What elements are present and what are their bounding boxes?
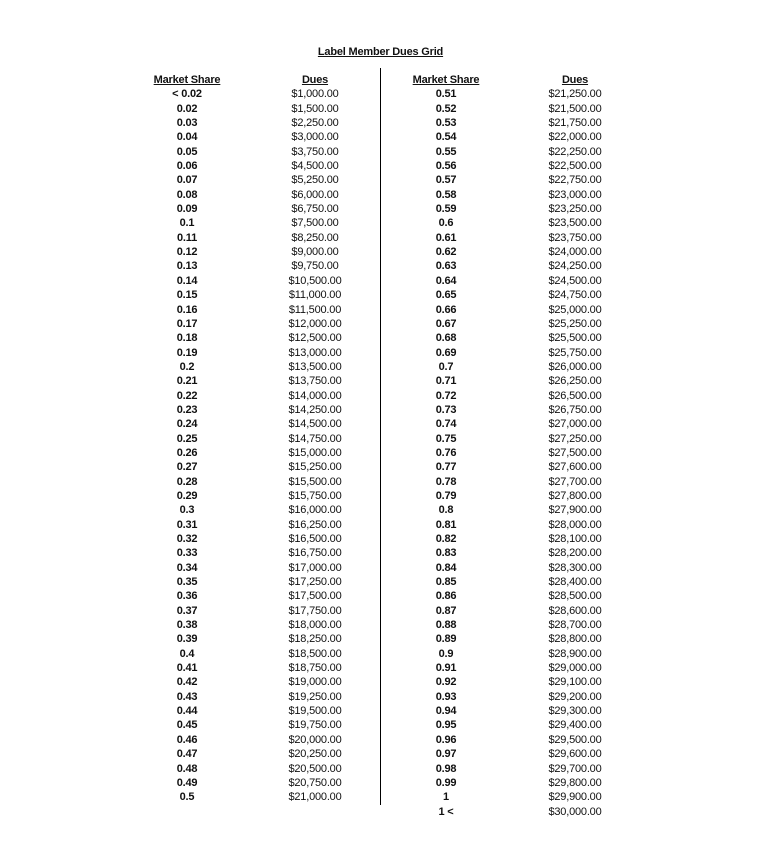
- dues-cell: $17,250.00: [288, 576, 342, 589]
- market-share-cell: 0.17: [176, 317, 198, 330]
- market-share-cell: 0.83: [435, 547, 457, 560]
- dues-cell: $28,200.00: [548, 547, 602, 560]
- dues-cell: $14,250.00: [288, 403, 342, 416]
- right-market-share-column: [405, 73, 487, 819]
- market-share-cell: 0.95: [435, 719, 457, 732]
- dues-cell: $20,250.00: [288, 748, 342, 761]
- market-share-cell: 0.42: [176, 676, 198, 689]
- market-share-cell: 0.86: [435, 590, 457, 603]
- dues-cell: $23,000.00: [548, 188, 602, 201]
- market-share-cell: 0.74: [435, 418, 457, 431]
- dues-cell: $21,750.00: [548, 117, 602, 130]
- market-share-cell: 0.49: [176, 776, 198, 789]
- dues-cell: $30,000.00: [548, 805, 602, 818]
- document-title: Label Member Dues Grid: [317, 46, 444, 58]
- market-share-cell: 0.57: [435, 174, 457, 187]
- dues-cell: $3,750.00: [291, 145, 339, 158]
- market-share-cell: 0.1: [179, 217, 195, 230]
- dues-cell: $25,000.00: [548, 303, 602, 316]
- dues-cell: $12,500.00: [288, 332, 342, 345]
- market-share-cell: 0.27: [176, 461, 198, 474]
- left-market-share-column: [146, 73, 228, 805]
- dues-cell: $29,100.00: [548, 676, 602, 689]
- market-share-cell: 0.13: [176, 260, 198, 273]
- dues-cell: $2,250.00: [291, 117, 339, 130]
- dues-cell: $27,500.00: [548, 446, 602, 459]
- market-share-cell: 0.65: [435, 289, 457, 302]
- dues-cell: $29,000.00: [548, 662, 602, 675]
- market-share-cell: 0.79: [435, 489, 457, 502]
- market-share-cell: 0.68: [435, 332, 457, 345]
- market-share-cell: 0.89: [435, 633, 457, 646]
- dues-cell: $23,500.00: [548, 217, 602, 230]
- dues-cell: $24,500.00: [548, 274, 602, 287]
- market-share-cell: 0.82: [435, 533, 457, 545]
- dues-cell: $18,750.00: [288, 662, 342, 675]
- market-share-cell: < 0.02: [172, 88, 202, 101]
- market-share-cell: 0.92: [435, 676, 457, 689]
- dues-cell: $19,750.00: [288, 719, 342, 732]
- dues-cell: $21,500.00: [548, 102, 602, 115]
- dues-cell: $14,750.00: [288, 432, 342, 445]
- dues-cell: $7,500.00: [291, 217, 339, 230]
- market-share-cell: 0.98: [435, 762, 457, 775]
- dues-cell: $28,700.00: [548, 619, 602, 632]
- dues-cell: $27,800.00: [548, 489, 602, 502]
- market-share-cell: 1: [443, 791, 449, 804]
- market-share-cell: 0.3: [179, 504, 195, 517]
- market-share-cell: 0.29: [176, 489, 198, 502]
- market-share-cell: 0.46: [176, 733, 198, 746]
- market-share-cell: 0.43: [176, 690, 198, 703]
- dues-cell: $19,000.00: [288, 676, 342, 689]
- market-share-cell: 0.7: [438, 360, 454, 373]
- dues-cell: $18,000.00: [288, 619, 342, 632]
- dues-cell: $29,500.00: [548, 733, 602, 746]
- market-share-cell: 0.71: [435, 375, 457, 388]
- dues-cell: $28,400.00: [548, 576, 602, 589]
- market-share-cell: 0.96: [435, 733, 457, 746]
- market-share-cell: 0.18: [176, 332, 198, 345]
- market-share-cell: 0.28: [176, 475, 198, 488]
- market-share-cell: 0.53: [435, 117, 457, 130]
- dues-cell: $28,500.00: [548, 590, 602, 603]
- market-share-cell: 0.33: [176, 547, 198, 560]
- market-share-cell: 0.73: [435, 403, 457, 416]
- market-share-cell: 0.48: [176, 762, 198, 775]
- market-share-cell: 0.22: [176, 389, 198, 402]
- dues-cell: $20,750.00: [288, 776, 342, 789]
- dues-cell: $10,500.00: [288, 274, 342, 287]
- dues-cell: $24,000.00: [548, 246, 602, 259]
- dues-cell: $28,300.00: [548, 561, 602, 574]
- dues-cell: $26,750.00: [548, 403, 602, 416]
- dues-cell: $9,750.00: [291, 260, 339, 273]
- dues-cell: $21,250.00: [548, 88, 602, 101]
- dues-cell: $29,300.00: [548, 705, 602, 718]
- market-share-cell: 0.55: [435, 145, 457, 158]
- dues-cell: $29,600.00: [548, 748, 602, 761]
- dues-cell: $11,000.00: [288, 289, 342, 302]
- market-share-cell: 0.78: [435, 475, 457, 488]
- dues-cell: $22,750.00: [548, 174, 602, 187]
- market-share-cell: 0.16: [176, 303, 198, 316]
- dues-cell: $27,900.00: [548, 504, 602, 517]
- market-share-cell: 0.5: [179, 791, 195, 804]
- dues-cell: $5,250.00: [291, 174, 339, 187]
- market-share-cell: 0.97: [435, 748, 457, 761]
- dues-cell: $28,800.00: [548, 633, 602, 646]
- dues-cell: $20,000.00: [288, 733, 342, 746]
- dues-cell: $19,500.00: [288, 705, 342, 718]
- market-share-cell: 0.45: [176, 719, 198, 732]
- market-share-cell: 0.39: [176, 633, 198, 646]
- market-share-cell: 0.4: [179, 647, 195, 660]
- dues-cell: $13,500.00: [288, 360, 342, 373]
- market-share-cell: 0.36: [176, 590, 198, 603]
- dues-cell: $13,750.00: [288, 375, 342, 388]
- market-share-cell: 0.81: [435, 518, 457, 531]
- dues-cell: $19,250.00: [288, 690, 342, 703]
- market-share-cell: 0.69: [435, 346, 457, 359]
- dues-cell: $15,750.00: [288, 489, 342, 502]
- dues-cell: $15,500.00: [288, 475, 342, 488]
- dues-cell: $29,200.00: [548, 690, 602, 703]
- market-share-cell: 0.58: [435, 188, 457, 201]
- market-share-cell: 0.76: [435, 446, 457, 459]
- dues-cell: $25,250.00: [548, 317, 602, 330]
- dues-header: Dues: [301, 74, 329, 86]
- market-share-cell: 0.91: [435, 662, 457, 675]
- market-share-cell: 0.25: [176, 432, 198, 445]
- dues-cell: $16,750.00: [288, 547, 342, 560]
- market-share-cell: 0.37: [176, 604, 198, 617]
- dues-cell: $28,900.00: [548, 647, 602, 660]
- market-share-cell: 0.06: [176, 160, 198, 173]
- market-share-cell: 0.08: [176, 188, 198, 201]
- market-share-cell: 0.8: [438, 504, 454, 517]
- dues-cell: $6,750.00: [291, 203, 339, 216]
- dues-cell: $22,500.00: [548, 160, 602, 173]
- market-share-cell: 0.61: [435, 231, 457, 244]
- dues-cell: $16,000.00: [288, 504, 342, 517]
- dues-cell: $23,750.00: [548, 231, 602, 244]
- dues-cell: $14,000.00: [288, 389, 342, 402]
- dues-cell: $3,000.00: [291, 131, 339, 144]
- market-share-cell: 0.2: [179, 360, 195, 373]
- market-share-cell: 0.38: [176, 619, 198, 632]
- market-share-header: Market Share: [153, 74, 221, 86]
- dues-cell: $14,500.00: [288, 418, 342, 431]
- dues-cell: $26,250.00: [548, 375, 602, 388]
- dues-cell: $28,000.00: [548, 518, 602, 531]
- dues-cell: $6,000.00: [291, 188, 339, 201]
- market-share-cell: 0.47: [176, 748, 198, 761]
- market-share-cell: 0.54: [435, 131, 457, 144]
- dues-cell: $29,700.00: [548, 762, 602, 775]
- dues-cell: $25,750.00: [548, 346, 602, 359]
- dues-cell: $28,600.00: [548, 604, 602, 617]
- dues-cell: $27,700.00: [548, 475, 602, 488]
- dues-cell: $15,250.00: [288, 461, 342, 474]
- dues-cell: $16,500.00: [288, 533, 342, 545]
- dues-cell: $26,000.00: [548, 360, 602, 373]
- dues-cell: $29,900.00: [548, 791, 602, 804]
- dues-cell: $27,250.00: [548, 432, 602, 445]
- left-dues-column: [275, 73, 355, 805]
- market-share-cell: 0.12: [176, 246, 198, 259]
- dues-cell: $1,000.00: [291, 88, 339, 101]
- market-share-cell: 0.41: [176, 662, 198, 675]
- market-share-cell: 0.32: [176, 533, 198, 545]
- dues-cell: $21,000.00: [288, 791, 342, 804]
- market-share-cell: 0.19: [176, 346, 198, 359]
- dues-cell: $16,250.00: [288, 518, 342, 531]
- market-share-cell: 0.94: [435, 705, 457, 718]
- market-share-cell: 0.05: [176, 145, 198, 158]
- market-share-cell: 0.26: [176, 446, 198, 459]
- column-divider: [380, 68, 381, 805]
- market-share-cell: 0.02: [176, 102, 198, 115]
- market-share-cell: 0.31: [176, 518, 198, 531]
- dues-cell: $23,250.00: [548, 203, 602, 216]
- dues-cell: $17,750.00: [288, 604, 342, 617]
- dues-cell: $9,000.00: [291, 246, 339, 259]
- dues-cell: $25,500.00: [548, 332, 602, 345]
- market-share-cell: 0.6: [438, 217, 454, 230]
- dues-cell: $22,000.00: [548, 131, 602, 144]
- market-share-cell: 0.85: [435, 576, 457, 589]
- market-share-cell: 0.75: [435, 432, 457, 445]
- market-share-cell: 0.64: [435, 274, 457, 287]
- market-share-cell: 0.52: [435, 102, 457, 115]
- market-share-cell: 0.67: [435, 317, 457, 330]
- dues-cell: $4,500.00: [291, 160, 339, 173]
- market-share-cell: 0.21: [176, 375, 198, 388]
- market-share-cell: 0.51: [435, 88, 457, 101]
- dues-cell: $15,000.00: [288, 446, 342, 459]
- dues-cell: $17,000.00: [288, 561, 342, 574]
- market-share-cell: 0.24: [176, 418, 198, 431]
- dues-cell: $12,000.00: [288, 317, 342, 330]
- market-share-cell: 0.72: [435, 389, 457, 402]
- market-share-cell: 0.44: [176, 705, 198, 718]
- market-share-cell: 0.15: [176, 289, 198, 302]
- dues-cell: $22,250.00: [548, 145, 602, 158]
- dues-cell: $26,500.00: [548, 389, 602, 402]
- dues-cell: $27,600.00: [548, 461, 602, 474]
- market-share-cell: 0.07: [176, 174, 198, 187]
- market-share-cell: 0.87: [435, 604, 457, 617]
- dues-cell: $1,500.00: [291, 102, 339, 115]
- market-share-cell: 0.34: [176, 561, 198, 574]
- dues-cell: $29,800.00: [548, 776, 602, 789]
- right-dues-column: [534, 73, 616, 819]
- market-share-cell: 0.93: [435, 690, 457, 703]
- dues-cell: $24,750.00: [548, 289, 602, 302]
- dues-header: Dues: [561, 74, 589, 86]
- dues-cell: $24,250.00: [548, 260, 602, 273]
- dues-cell: $11,500.00: [288, 303, 342, 316]
- market-share-cell: 0.63: [435, 260, 457, 273]
- market-share-cell: 0.23: [176, 403, 198, 416]
- market-share-cell: 0.09: [176, 203, 198, 216]
- market-share-cell: 0.14: [176, 274, 198, 287]
- dues-cell: $29,400.00: [548, 719, 602, 732]
- market-share-cell: 0.03: [176, 117, 198, 130]
- market-share-cell: 0.56: [435, 160, 457, 173]
- dues-cell: $28,100.00: [548, 533, 602, 545]
- market-share-cell: 0.59: [435, 203, 457, 216]
- dues-cell: $8,250.00: [291, 231, 339, 244]
- market-share-cell: 0.84: [435, 561, 457, 574]
- dues-cell: $17,500.00: [288, 590, 342, 603]
- market-share-cell: 0.66: [435, 303, 457, 316]
- market-share-cell: 0.99: [435, 776, 457, 789]
- dues-cell: $20,500.00: [288, 762, 342, 775]
- market-share-cell: 0.88: [435, 619, 457, 632]
- dues-cell: $18,500.00: [288, 647, 342, 660]
- market-share-cell: 0.77: [435, 461, 457, 474]
- dues-cell: $18,250.00: [288, 633, 342, 646]
- market-share-cell: 1 <: [438, 805, 454, 818]
- market-share-cell: 0.04: [176, 131, 198, 144]
- market-share-cell: 0.9: [438, 647, 454, 660]
- market-share-cell: 0.11: [176, 231, 197, 244]
- market-share-header: Market Share: [412, 74, 480, 86]
- dues-cell: $27,000.00: [548, 418, 602, 431]
- market-share-cell: 0.62: [435, 246, 457, 259]
- dues-cell: $13,000.00: [288, 346, 342, 359]
- market-share-cell: 0.35: [176, 576, 198, 589]
